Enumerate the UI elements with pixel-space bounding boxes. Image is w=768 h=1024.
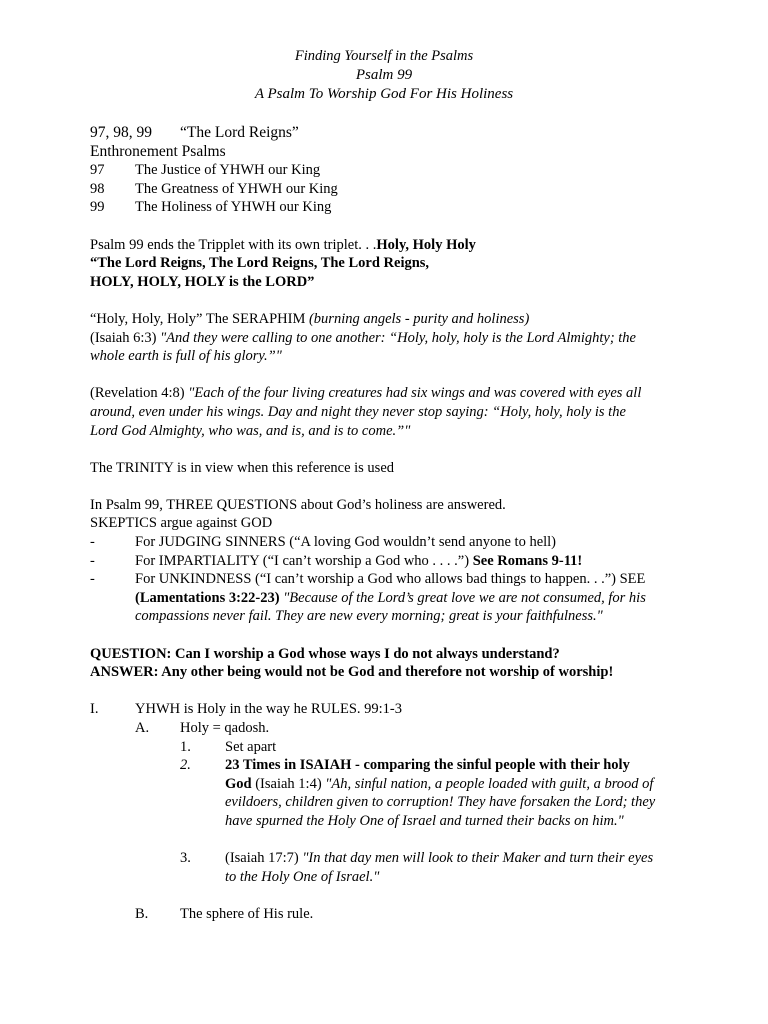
outline-item-1	[90, 738, 680, 757]
document-header	[0, 47, 768, 104]
outline-item-2	[90, 756, 680, 775]
psalm-row-num: 98	[90, 180, 105, 197]
triplet-holy: Holy, Holy Holy	[376, 236, 476, 253]
questions-intro: In Psalm 99, THREE QUESTIONS about God’s holiness are answered.	[90, 496, 506, 513]
psalm-row-text: The Holiness of YHWH our King	[135, 199, 332, 216]
outline-item-I	[90, 700, 680, 719]
isaiah-quote-line	[90, 329, 680, 348]
outline-text: The sphere of His rule.	[180, 905, 314, 922]
question-line: QUESTION: Can I worship a God whose ways I do not always understand?	[90, 645, 560, 662]
psalm-row-num: 97	[90, 162, 105, 179]
outline-item-A	[90, 719, 680, 738]
revelation-quote-cont: around, even under his wings. Day and night they never stop saying: “Holy, holy, holy is the	[90, 403, 626, 420]
bullet-text: For IMPARTIALITY (“I can’t worship a God who . . . .”)	[135, 552, 473, 569]
outline-num: 3.	[180, 850, 191, 867]
bullet-dash: -	[90, 571, 95, 588]
isaiah-17-7-quote-cont: to the Holy One of Israel."	[225, 868, 380, 885]
bullet-text: For UNKINDNESS (“I can’t worship a God who allows bad things to happen. . .”) SEE	[135, 571, 646, 588]
outline-num: 2.	[180, 757, 191, 774]
isaiah-1-4-quote-end: have spurned the Holy One of Israel and turned their backs on him."	[225, 812, 624, 829]
bullet-text: For JUDGING SINNERS (“A loving God wouldn’t send anyone to hell)	[135, 534, 557, 551]
bullet-dash: -	[90, 552, 95, 569]
skeptics-line: SKEPTICS argue against GOD	[90, 515, 273, 532]
series-title: Finding Yourself in the Psalms	[294, 48, 474, 64]
isaiah-1-4-ref: (Isaiah 1:4)	[251, 775, 326, 792]
lord-reigns-heading	[90, 124, 680, 143]
triplet-text: Psalm 99 ends the Tripplet with its own triplet. . .	[90, 236, 377, 253]
lamentations-line	[90, 589, 680, 608]
outline-text: Holy = qadosh.	[180, 720, 270, 736]
psalm-row	[90, 161, 680, 180]
seraphim-lead: “Holy, Holy, Holy” The SERAPHIM	[90, 310, 309, 327]
isaiah-quote: "And they were calling to one another: “Holy, holy, holy is the Lord Almighty; the	[160, 329, 636, 346]
revelation-line	[90, 384, 680, 403]
psalm-subtitle: A Psalm To Worship God For His Holiness	[254, 86, 514, 102]
psalm-title: Psalm 99	[355, 67, 413, 83]
outline-text: YHWH is Holy in the way he RULES. 99:1-3	[135, 701, 403, 718]
outline-num: A.	[135, 720, 150, 736]
bullet-dash: -	[90, 534, 95, 551]
lamentations-quote: "Because of the Lord’s great love we are not consumed, for his	[279, 589, 646, 606]
outline-item-2-cont	[90, 775, 680, 794]
outline-item-3	[90, 849, 680, 868]
psalm-row-num: 99	[90, 199, 105, 216]
bullet-item	[90, 570, 680, 589]
revelation-quote: "Each of the four living creatures had six wings and was covered with eyes all	[188, 385, 642, 402]
psalm-row-text: The Justice of YHWH our King	[135, 162, 321, 179]
isaiah-ref: (Isaiah 6:3)	[90, 329, 161, 346]
isaiah-17-7-quote: "In that day men will look to their Maker and turn their eyes	[302, 850, 654, 867]
answer-line: ANSWER: Any other being would not be God and therefore not worship of worship!	[90, 664, 614, 681]
trinity-note: The TRINITY is in view when this reference is used	[90, 459, 395, 476]
revelation-ref: (Revelation 4:8)	[90, 385, 189, 402]
triplet-line	[90, 236, 680, 255]
isaiah-count-text-end: God	[225, 775, 252, 792]
isaiah-17-7-ref: (Isaiah 17:7)	[225, 850, 303, 867]
bullet-item	[90, 552, 680, 571]
document-body	[90, 124, 680, 924]
lord-reigns-title: “The Lord Reigns”	[180, 124, 299, 141]
psalm-row	[90, 198, 680, 217]
romans-reference: See Romans 9-11!	[472, 552, 583, 569]
outline-item-B	[90, 905, 680, 924]
isaiah-1-4-quote: "Ah, sinful nation, a people loaded with guilt, a brood of	[325, 775, 654, 792]
isaiah-quote-cont: whole earth is full of his glory.”"	[90, 348, 282, 365]
psalm-numbers: 97, 98, 99	[90, 124, 152, 141]
seraphim-line	[90, 310, 680, 329]
holy-lord-line: HOLY, HOLY, HOLY is the LORD”	[90, 273, 315, 290]
outline-num: I.	[90, 701, 99, 718]
psalm-row	[90, 180, 680, 199]
seraphim-note: (burning angels - purity and holiness)	[308, 310, 530, 327]
lord-reigns-line: “The Lord Reigns, The Lord Reigns, The Lord Reigns,	[90, 255, 430, 272]
isaiah-count-text: 23 Times in ISAIAH - comparing the sinful people with their holy	[225, 757, 630, 774]
outline-text: Set apart	[225, 738, 277, 755]
outline-num: B.	[135, 905, 149, 922]
lamentations-ref: (Lamentations 3:22-23)	[135, 589, 280, 606]
revelation-quote-end: Lord God Almighty, who was, and is, and is to come.”"	[90, 422, 411, 439]
bullet-item	[90, 533, 680, 552]
outline-num: 1.	[180, 738, 191, 755]
psalm-row-text: The Greatness of YHWH our King	[135, 180, 338, 197]
enthronement-heading: Enthronement Psalms	[90, 142, 226, 160]
isaiah-1-4-quote-cont: evildoers, children given to corruption! They have forsaken the Lord; they	[225, 794, 656, 811]
lamentations-quote-cont: compassions never fail. They are new every morning; great is your faithfulness."	[135, 608, 603, 625]
